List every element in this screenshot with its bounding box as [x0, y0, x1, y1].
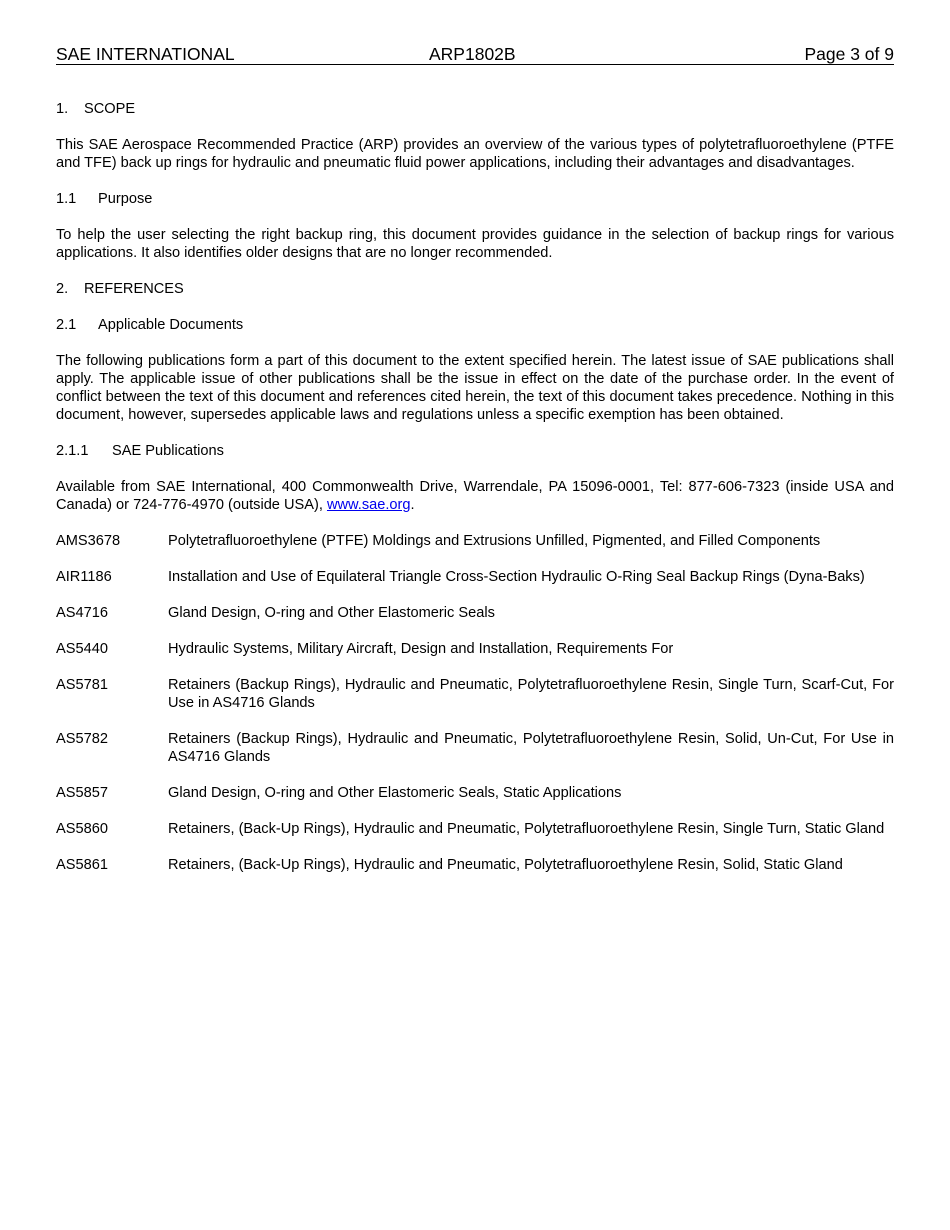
sae-website-link[interactable]: www.sae.org [326, 497, 411, 513]
purpose-paragraph: To help the user selecting the right backup ring, this document provides guidance in the selection of backup rings for various applications. It also identifies older designs that are no longer recommended. [56, 227, 894, 261]
reference-item [56, 856, 894, 874]
reference-list [56, 532, 894, 874]
reference-item [56, 676, 894, 712]
section-heading-purpose [56, 190, 894, 208]
header-document-id: ARP1802B [429, 44, 516, 64]
reference-item [56, 820, 894, 838]
reference-title: Retainers, (Back-Up Rings), Hydraulic and Pneumatic, Polytetrafluoroethylene Resin, Single Turn, Static Gland [168, 821, 885, 837]
document-body [56, 100, 894, 892]
availability-text: Available from SAE International, 400 Commonwealth Drive, Warrendale, PA 15096-0001, Tel: 877-606-7323 (inside USA and Canada) or 724-776-4970 (outside USA), [56, 479, 894, 513]
section-title: SAE Publications [112, 443, 224, 459]
section-number: 1.1 [56, 191, 77, 207]
reference-title: Gland Design, O-ring and Other Elastomeric Seals, Static Applications [168, 785, 622, 801]
section-heading-applicable-documents [56, 316, 894, 334]
reference-item [56, 568, 894, 586]
section-title: Purpose [98, 191, 153, 207]
section-number: 2. [56, 281, 69, 297]
section-heading-references [56, 280, 894, 298]
section-title: REFERENCES [84, 281, 184, 297]
section-number: 2.1 [56, 317, 77, 333]
reference-code: AS4716 [56, 605, 108, 621]
section-title: Applicable Documents [98, 317, 244, 333]
sae-publications-paragraph [56, 478, 894, 514]
reference-title: Retainers (Backup Rings), Hydraulic and Pneumatic, Polytetrafluoroethylene Resin, Single Turn, Scarf-Cut, For Use in AS4716 Glands [168, 677, 894, 711]
reference-item [56, 640, 894, 658]
scope-paragraph: This SAE Aerospace Recommended Practice (ARP) provides an overview of the various types of polytetrafluoroethylene (PTFE and TFE) back up rings for hydraulic and pneumatic fluid power applications, including their advantages and disadvantages. [56, 137, 894, 171]
reference-item [56, 784, 894, 802]
reference-title: Installation and Use of Equilateral Triangle Cross-Section Hydraulic O-Ring Seal Backup Rings (Dyna-Baks) [168, 569, 865, 585]
reference-code: AS5861 [56, 857, 108, 873]
applicable-documents-paragraph: The following publications form a part of this document to the extent specified herein. The latest issue of SAE publications shall apply. The applicable issue of other publications shall be the issue in effect on the date of the purchase order. In the event of conflict between the text of this document and references cited herein, the text of this document takes precedence. Nothing in this document, however, supersedes applicable laws and regulations unless a specific exemption has been obtained. [56, 353, 894, 423]
header-organization: SAE INTERNATIONAL [56, 44, 235, 64]
reference-code: AIR1186 [56, 569, 112, 585]
section-number: 1. [56, 101, 69, 117]
reference-item [56, 730, 894, 766]
reference-code: AS5781 [56, 677, 108, 693]
section-heading-sae-publications [56, 442, 894, 460]
page-header [56, 44, 894, 65]
reference-title: Retainers, (Back-Up Rings), Hydraulic and Pneumatic, Polytetrafluoroethylene Resin, Solid, Static Gland [168, 857, 843, 873]
section-title: SCOPE [84, 101, 136, 117]
reference-title: Gland Design, O-ring and Other Elastomeric Seals [168, 605, 495, 621]
reference-item [56, 604, 894, 622]
reference-code: AS5860 [56, 821, 108, 837]
reference-title: Hydraulic Systems, Military Aircraft, Design and Installation, Requirements For [168, 641, 674, 657]
section-number: 2.1.1 [56, 443, 89, 459]
header-page-number: Page 3 of 9 [804, 44, 894, 64]
reference-code: AS5782 [56, 731, 108, 747]
reference-code: AS5857 [56, 785, 108, 801]
reference-code: AS5440 [56, 641, 108, 657]
reference-title: Polytetrafluoroethylene (PTFE) Moldings and Extrusions Unfilled, Pigmented, and Filled Components [168, 533, 821, 549]
reference-title: Retainers (Backup Rings), Hydraulic and Pneumatic, Polytetrafluoroethylene Resin, Solid, Un-Cut, For Use in AS4716 Glands [168, 731, 894, 765]
reference-item [56, 532, 894, 550]
reference-code: AMS3678 [56, 533, 121, 549]
availability-text-end: . [410, 497, 415, 513]
section-heading-scope [56, 100, 894, 118]
